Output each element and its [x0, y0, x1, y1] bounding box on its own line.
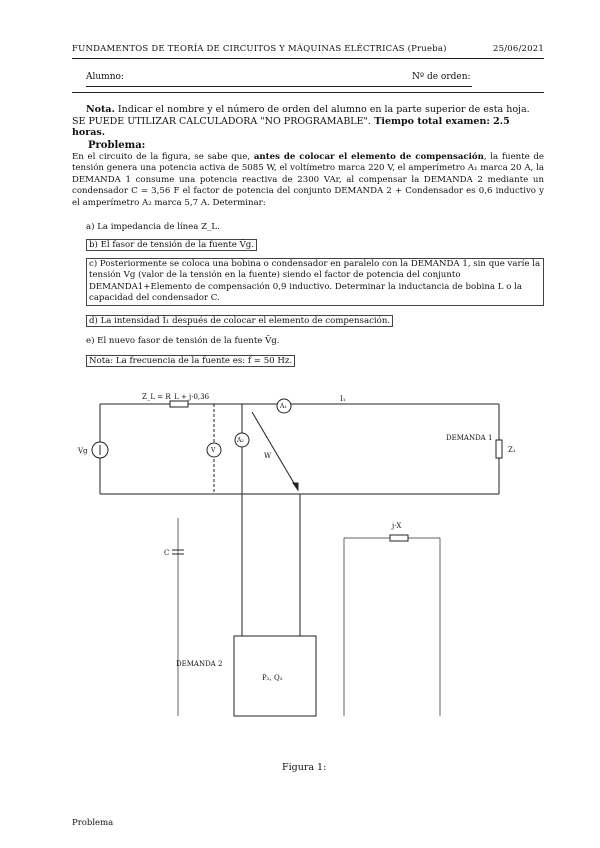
- zl-label: Z_L = R_L + j·0,36: [142, 393, 210, 401]
- current-label: I₁: [340, 395, 346, 403]
- note-paragraph: [86, 104, 546, 115]
- question-a: a) La impedancia de línea Z_L.: [86, 222, 220, 232]
- capacitor-label: C: [164, 549, 170, 557]
- statement-bold: antes de colocar el elemento de compensación: [253, 152, 484, 162]
- page-footer: Problema: [72, 818, 114, 828]
- student-name-label: Alumno:: [86, 72, 124, 82]
- wire-label: W: [264, 452, 272, 460]
- divider: [72, 92, 544, 93]
- question-b-wrap: [86, 240, 257, 251]
- z1-label: Z₁: [508, 446, 516, 454]
- question-d-wrap: [86, 316, 393, 327]
- page-header: [72, 44, 544, 59]
- zl-resistor: [170, 401, 188, 407]
- ammeter-a1-label: A₁: [280, 403, 287, 410]
- problem-title: Problema:: [88, 140, 146, 151]
- circuit-figure: [72, 390, 532, 750]
- calculator-text: SE PUEDE UTILIZAR CALCULADORA "NO PROGRAMABLE".: [72, 116, 371, 127]
- student-line: [86, 72, 472, 87]
- arrow-head: [293, 483, 298, 490]
- question-d: d) La intensidad Ī₁ después de colocar el elemento de compensación.: [86, 315, 393, 327]
- z1-impedance: [496, 440, 502, 458]
- figure-caption: Figura 1:: [282, 762, 327, 773]
- source-label: Vg: [78, 447, 88, 455]
- freq-note-wrap: [86, 356, 295, 367]
- order-number-label: Nº de orden:: [412, 72, 471, 82]
- note-lead: Nota.: [86, 104, 115, 115]
- voltmeter-label: V: [211, 447, 216, 454]
- problem-statement: [72, 152, 544, 209]
- calculator-paragraph: [72, 116, 544, 138]
- question-b: b) El fasor de tensión de la fuente Ṽg.: [86, 239, 257, 251]
- note-text: Indicar el nombre y el número de orden del alumno en la parte superior de esta hoja.: [114, 104, 530, 115]
- jx-label: j·X: [392, 522, 402, 530]
- exam-date: 25/06/2021: [493, 44, 544, 54]
- ammeter-a2-label: A₂: [237, 437, 244, 444]
- question-e: e) El nuevo fasor de tensión de la fuente Ṽg.: [86, 336, 280, 346]
- demanda1-label: DEMANDA 1: [446, 434, 493, 442]
- p2q2-label: P₂, Q₂: [262, 674, 283, 682]
- question-c: c) Posteriormente se coloca una bobina o condensador en paralelo con la DEMANDA 1, sin que varíe la tensión Vg (valor de la tensión en la fuente) siendo el factor de potencia del conjunto DEMANDA1+Elemento de compensación 0,9 inductivo. Determinar la inductancia de bobina L o la capacidad del condensador C.: [86, 258, 544, 306]
- switch-arrow: [252, 412, 298, 490]
- statement-start: En el circuito de la figura, se sabe que,: [72, 152, 254, 162]
- statement-rest: , la fuente de tensión genera una potencia activa de 5085 W, el voltímetro marca 220 V, el amperímetro A₁ marca 20 A, la DEMANDA 1 consume una potencia reactiva de 2300 VAr, al compensar la DEMANDA 2 mediante un condensador C = 3,56 F el factor de potencia del conjunto DEMANDA 2 + Condensador es 0,6 inductivo y el amperímetro A₂ marca 5,7 A. Determinar:: [72, 152, 544, 208]
- exam-time: Tiempo total examen: 2.5 horas.: [72, 116, 510, 138]
- frequency-note: Nota: La frecuencia de la fuente es: f = 50 Hz.: [86, 355, 295, 367]
- course-title: FUNDAMENTOS DE TEORÍA DE CIRCUITOS Y MÁQUINAS ELÉCTRICAS (Prueba): [72, 44, 447, 54]
- demanda2-label: DEMANDA 2: [176, 660, 223, 668]
- jx-reactance: [390, 535, 408, 541]
